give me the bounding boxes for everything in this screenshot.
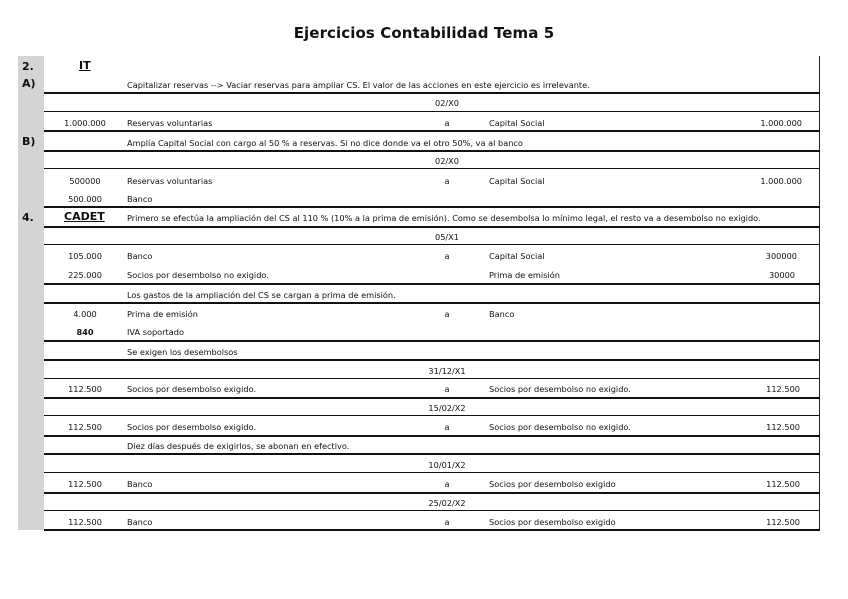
divider <box>44 415 820 416</box>
debit-account: Socios por desembolso exigido. <box>127 422 257 432</box>
entry-date: 02/X0 <box>435 98 459 108</box>
debit-account: Prima de emisión <box>127 309 198 319</box>
credit-amount: 1.000.000 <box>760 118 802 128</box>
debit-account: Banco <box>127 479 153 489</box>
divider <box>44 244 820 245</box>
credit-account: Socios por desembolso exigido <box>489 479 616 489</box>
debit-amount: 105.000 <box>68 251 102 261</box>
divider <box>44 130 820 132</box>
company-name-cadet: CADET <box>64 210 105 223</box>
credit-amount: 300000 <box>765 251 797 261</box>
part-label-a: A) <box>22 77 36 90</box>
credit-account: Prima de emisión <box>489 270 560 280</box>
debit-amount: 112.500 <box>68 517 102 527</box>
credit-account: Banco <box>489 309 515 319</box>
entry-date: 05/X1 <box>435 232 459 242</box>
note-exigen: Se exigen los desembolsos <box>127 347 238 357</box>
a-separator: a <box>444 384 450 394</box>
credit-amount: 112.500 <box>766 517 800 527</box>
divider <box>44 92 820 94</box>
debit-account: Socios por desembolso exigido. <box>127 384 257 394</box>
a-separator: a <box>444 251 450 261</box>
a-separator: a <box>444 309 450 319</box>
note-part-a: Capitalizar reservas --> Vaciar reservas para ampliar CS. El valor de las acciones en este ejercicio es irrelevante. <box>127 80 590 90</box>
entry-date: 25/02/X2 <box>428 498 466 508</box>
debit-account: Socios por desembolso no exigido. <box>127 270 269 280</box>
note-abonan: Diez días después de exigirlos, se abonan en efectivo. <box>127 441 350 451</box>
credit-account: Capital Social <box>489 176 545 186</box>
company-name-it: IT <box>79 59 91 72</box>
debit-amount: 225.000 <box>68 270 102 280</box>
entry-date: 31/12/X1 <box>428 366 466 376</box>
credit-amount: 30000 <box>768 270 795 280</box>
debit-amount: 500.000 <box>68 194 102 204</box>
debit-amount: 500000 <box>69 176 101 186</box>
credit-account: Capital Social <box>489 118 545 128</box>
divider <box>44 397 820 399</box>
divider <box>44 472 820 473</box>
credit-account: Socios por desembolso exigido <box>489 517 616 527</box>
entry-date: 15/02/X2 <box>428 403 466 413</box>
divider <box>44 510 820 511</box>
right-border <box>819 56 820 530</box>
debit-account: Banco <box>127 194 153 204</box>
credit-amount: 112.500 <box>766 384 800 394</box>
credit-amount: 112.500 <box>766 479 800 489</box>
debit-amount: 112.500 <box>68 422 102 432</box>
credit-account: Socios por desembolso no exigido. <box>489 384 631 394</box>
note-part-b: Amplía Capital Social con cargo al 50 % a reservas. Si no dice donde va el otro 50%, va al banco <box>127 138 523 148</box>
exercise-number-4: 4. <box>22 211 34 224</box>
entry-date: 10/01/X2 <box>428 460 466 470</box>
divider <box>44 529 820 531</box>
credit-amount: 112.500 <box>766 422 800 432</box>
a-separator: a <box>444 422 450 432</box>
divider <box>44 435 820 437</box>
divider <box>44 226 820 228</box>
debit-amount: 4.000 <box>73 309 97 319</box>
divider <box>44 168 820 169</box>
note-ampliacion: Primero se efectúa la ampliación del CS al 110 % (10% a la prima de emisión). Como se desembolsa lo mínimo legal, el resto va a desembolso no exigido. <box>127 213 761 223</box>
debit-account: Reservas voluntarias <box>127 176 213 186</box>
credit-amount: 1.000.000 <box>760 176 802 186</box>
a-separator: a <box>444 479 450 489</box>
a-separator: a <box>444 176 450 186</box>
debit-account: IVA soportado <box>127 327 184 337</box>
debit-amount: 112.500 <box>68 384 102 394</box>
divider <box>44 453 820 455</box>
debit-amount: 112.500 <box>68 479 102 489</box>
divider <box>44 283 820 285</box>
part-label-b: B) <box>22 135 36 148</box>
entry-date: 02/X0 <box>435 156 459 166</box>
divider <box>44 150 820 152</box>
page-title: Ejercicios Contabilidad Tema 5 <box>293 24 555 42</box>
credit-account: Capital Social <box>489 251 545 261</box>
divider <box>44 111 820 112</box>
divider <box>44 206 820 208</box>
debit-account: Banco <box>127 251 153 261</box>
credit-account: Socios por desembolso no exigido. <box>489 422 631 432</box>
divider <box>44 492 820 494</box>
section-gutter <box>18 56 44 530</box>
a-separator: a <box>444 118 450 128</box>
divider <box>44 378 820 379</box>
debit-account: Reservas voluntarias <box>127 118 213 128</box>
divider <box>44 359 820 361</box>
note-gastos: Los gastos de la ampliación del CS se cargan a prima de emisión. <box>127 290 396 300</box>
divider <box>44 340 820 342</box>
debit-amount: 840 <box>76 327 94 337</box>
a-separator: a <box>444 517 450 527</box>
debit-account: Banco <box>127 517 153 527</box>
divider <box>44 302 820 304</box>
exercise-number-2: 2. <box>22 60 34 73</box>
debit-amount: 1.000.000 <box>64 118 106 128</box>
